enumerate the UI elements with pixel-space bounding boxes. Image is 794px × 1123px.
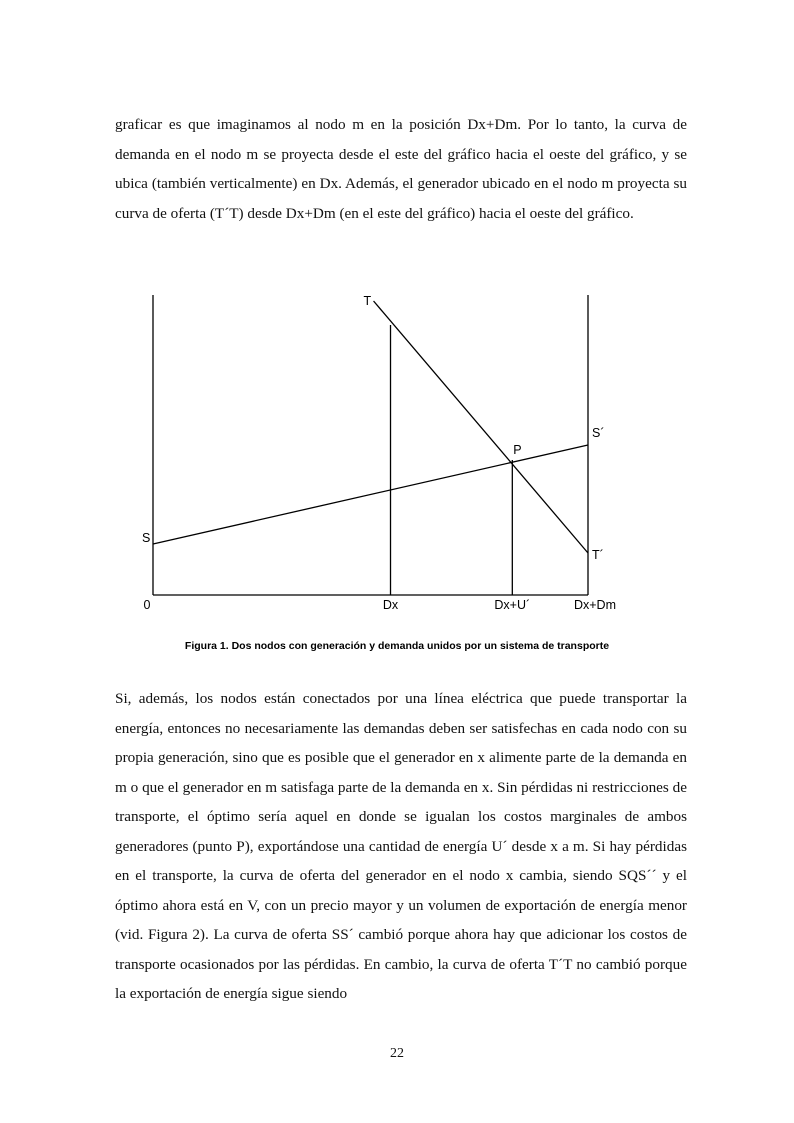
figure-caption: Figura 1. Dos nodos con generación y demanda unidos por un sistema de transporte	[184, 640, 610, 652]
x-tick-label-4: Dx+Dm	[573, 598, 617, 612]
label-s: S	[142, 531, 151, 545]
curve-s	[153, 445, 588, 544]
paragraph-1: graficar es que imaginamos al nodo m en la posición Dx+Dm. Por lo tanto, la curva de demanda en el nodo m se proyecta desde el este del gráfico hacia el oeste del gráfico, y se ubica (también verticalmente) en Dx. Además, el generador ubicado en el nodo m proyecta su curva de oferta (T´T) desde Dx+Dm (en el este del gráfico) hacia el oeste del gráfico.	[115, 116, 687, 222]
label-t: T	[363, 294, 372, 308]
x-tick-label-2: Dx	[382, 598, 399, 612]
curve-t	[374, 301, 588, 553]
label-s-prime: S´	[592, 426, 605, 440]
point-label-p: P	[513, 443, 522, 457]
x-tick-label-3: Dx+U´	[494, 598, 531, 612]
x-tick-label-1: 0	[143, 598, 151, 612]
page-number: 22	[390, 1046, 404, 1061]
paragraph-2: Si, además, los nodos están conectados por una línea eléctrica que puede transportar la energía, entonces no necesariamente las demandas deben ser satisfechas en cada nodo con su propia generación, sino que es posible que el generador en x alimente parte de la demanda en m o que el generador en m satisfaga parte de la demanda en x. Sin pérdidas ni restricciones de transporte, el óptimo sería aquel en donde se igualan los costos marginales de ambos generadores (punto P), exportándose una cantidad de energía U´ desde x a m. Si hay pérdidas en el transporte, la curva de oferta del generador en el nodo x cambia, siendo SQS´´ y el óptimo ahora está en V, con un precio mayor y un volumen de exportación de energía menor (vid. Figura 2). La curva de oferta SS´ cambió porque ahora hay que adicionar los costos de transporte ocasionados por las pérdidas. En cambio, la curva de oferta T´T no cambió porque la exportación de energía sigue siendo	[115, 690, 687, 1002]
supply-demand-chart	[0, 280, 794, 620]
label-t-prime: T´	[592, 548, 604, 562]
figure-1	[0, 280, 794, 620]
